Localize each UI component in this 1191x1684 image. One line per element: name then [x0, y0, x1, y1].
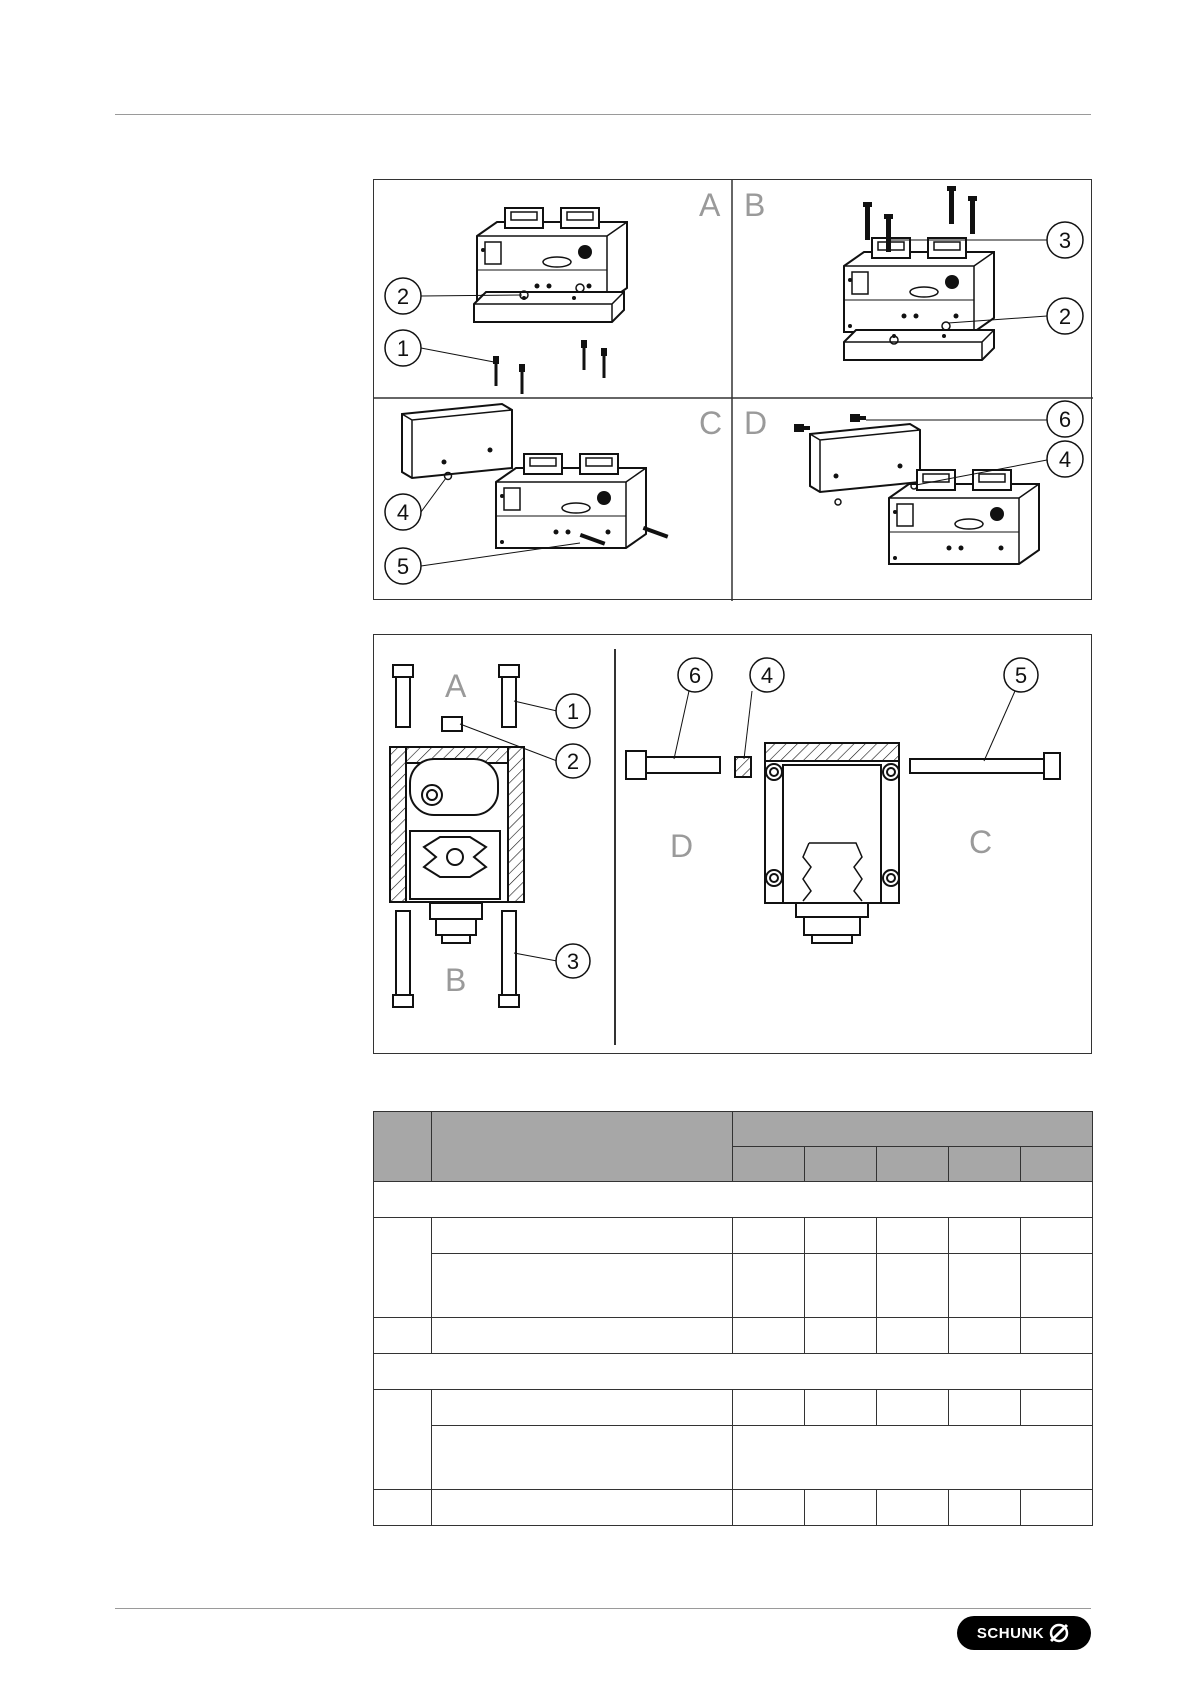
callout-b-2: [1047, 298, 1083, 334]
panel-a-drawing: [421, 208, 627, 394]
section-callout-5: [1004, 658, 1038, 692]
section-label-d: D: [670, 828, 694, 864]
section-label-a: A: [445, 668, 467, 704]
table-row: [374, 1390, 1093, 1426]
header-size-cell: [733, 1147, 805, 1182]
panel-label-a: A: [699, 187, 721, 223]
svg-text:6: 6: [688, 663, 702, 688]
table-row: [374, 1218, 1093, 1254]
section-callout-6: [678, 658, 712, 692]
schunk-logo: [957, 1616, 1091, 1650]
table-row: [374, 1254, 1093, 1318]
section-callout-3: [556, 944, 590, 978]
section-callout-1: [556, 694, 590, 728]
section-view-figure: [373, 634, 1092, 1054]
svg-text:2: 2: [1058, 304, 1072, 329]
svg-text:2: 2: [566, 749, 580, 774]
left-section-drawing: [390, 665, 524, 1007]
header-item-cell: [374, 1112, 432, 1182]
header-size-group-cell: [733, 1112, 1093, 1147]
table-section-row: [374, 1354, 1093, 1390]
callout-c-5: [385, 548, 421, 584]
logo-mark-icon: [1047, 1621, 1071, 1645]
table-row: [374, 1490, 1093, 1526]
header-description-cell: [432, 1112, 733, 1182]
callout-d-4: [1047, 441, 1083, 477]
callout-b-3: [1047, 222, 1083, 258]
svg-text:4: 4: [1058, 447, 1072, 472]
header-size-cell: [805, 1147, 877, 1182]
assembly-figure-panels: [373, 179, 1092, 600]
table-header-row-1: [374, 1112, 1093, 1147]
table-row: [374, 1426, 1093, 1490]
svg-text:3: 3: [566, 949, 580, 974]
header-size-cell: [1021, 1147, 1093, 1182]
svg-text:6: 6: [1058, 407, 1072, 432]
table-section-row: [374, 1182, 1093, 1218]
panel-label-c: C: [699, 405, 723, 441]
section-label-b: B: [445, 962, 467, 998]
svg-text:5: 5: [396, 554, 410, 579]
svg-text:4: 4: [396, 500, 410, 525]
callout-a-1: [385, 330, 421, 366]
table-row: [374, 1318, 1093, 1354]
callout-c-4: [385, 494, 421, 530]
specification-table: [373, 1111, 1093, 1526]
header-rule: [115, 114, 1091, 115]
section-label-c: C: [969, 824, 993, 860]
panel-b-drawing: [844, 186, 1047, 360]
callout-a-2: [385, 278, 421, 314]
svg-text:1: 1: [566, 699, 580, 724]
svg-text:2: 2: [396, 284, 410, 309]
section-callout-4: [750, 658, 784, 692]
panel-d-drawing: [794, 414, 1047, 564]
section-callout-2: [556, 744, 590, 778]
panel-c-drawing: [402, 404, 668, 566]
panel-label-d: D: [744, 405, 768, 441]
header-size-cell: [877, 1147, 949, 1182]
footer-rule: [115, 1608, 1091, 1609]
svg-text:5: 5: [1014, 663, 1028, 688]
header-size-cell: [949, 1147, 1021, 1182]
svg-text:3: 3: [1058, 228, 1072, 253]
svg-text:4: 4: [760, 663, 774, 688]
callout-d-6: [1047, 401, 1083, 437]
panel-label-b: B: [744, 187, 766, 223]
svg-text:1: 1: [396, 336, 410, 361]
logo-text: SCHUNK: [976, 1624, 1045, 1642]
